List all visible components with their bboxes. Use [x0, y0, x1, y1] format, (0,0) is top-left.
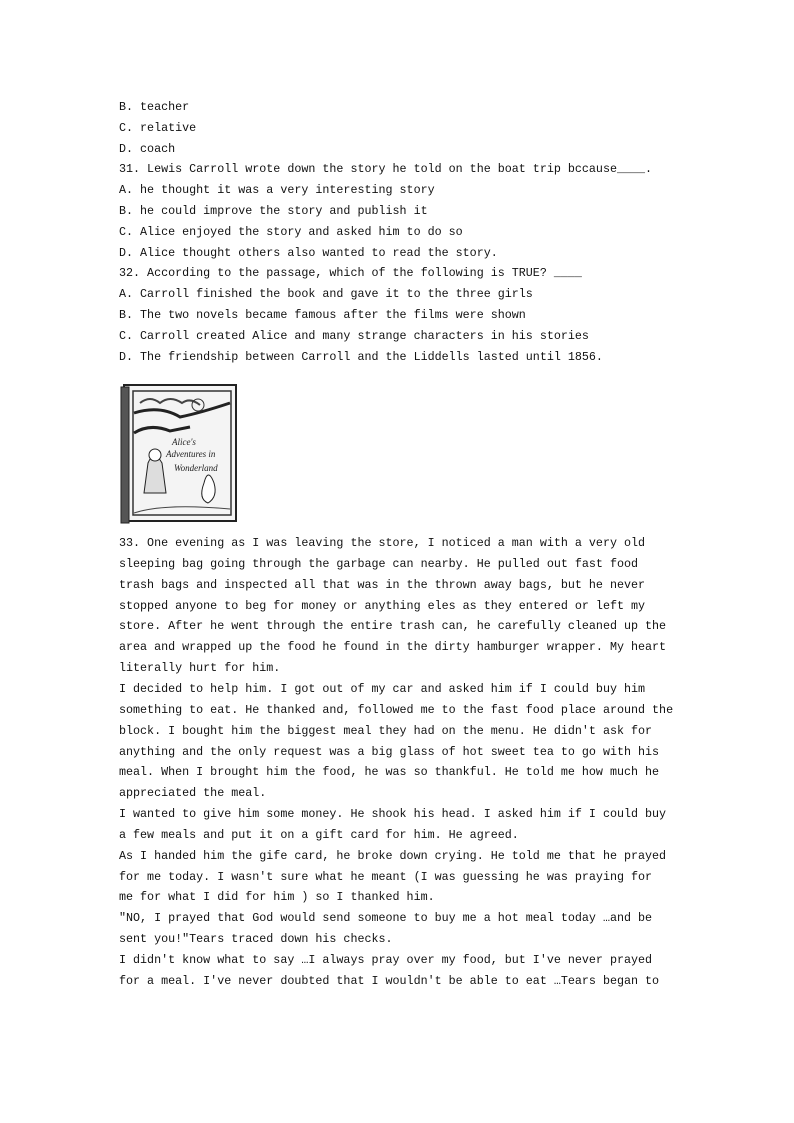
passage-line: meal. When I brought him the food, he was so thankful. He told me how much he — [119, 765, 660, 780]
question-line: B. he could improve the story and publish it — [119, 204, 428, 218]
passage-line: anything and the only request was a big glass of hot sweet tea to go with his — [119, 744, 660, 759]
passage-line: sleeping bag going through the garbage can nearby. He pulled out fast food — [119, 556, 639, 571]
svg-text:Alice's: Alice's — [172, 437, 196, 447]
alice-book-illustration — [120, 383, 240, 525]
question-line: D. coach — [119, 141, 176, 156]
passage-line: block. I bought him the biggest meal they had on the menu. He didn't ask for — [119, 723, 653, 738]
passage-line: As I handed him the gife card, he broke down crying. He told me that he prayed — [119, 848, 667, 863]
question-line: A. he thought it was a very interesting story — [119, 183, 435, 198]
passage-line: for me today. I wasn't sure what he meant (I was guessing he was praying for — [119, 869, 653, 884]
question-line: C. Carroll created Alice and many strange characters in his stories — [119, 328, 589, 343]
svg-text:Adventures in: Adventures in — [166, 449, 216, 459]
question-line: B. The two novels became famous after the films were shown — [119, 308, 526, 322]
question-line: D. Alice thought others also wanted to read the story. — [119, 245, 498, 260]
passage-line: for a meal. I've never doubted that I wouldn't be able to eat …Tears began to — [119, 973, 660, 988]
question-line: C. relative — [119, 120, 197, 135]
passage-line: "NO, I prayed that God would send someone to buy me a hot meal today …and be — [119, 911, 653, 926]
question-line: C. Alice enjoyed the story and asked him to do so — [119, 224, 463, 239]
passage-line: me for what I did for him ) so I thanked him. — [119, 890, 435, 905]
passage-line: 33. One evening as I was leaving the store, I noticed a man with a very old — [119, 536, 646, 550]
passage-line: area and wrapped up the food he found in the dirty hamburger wrapper. My heart — [119, 640, 667, 655]
passage-line: trash bags and inspected all that was in the thrown away bags, but he never — [119, 577, 646, 592]
book-cover-image — [120, 383, 240, 525]
passage-line: I wanted to give him some money. He shook his head. I asked him if I could buy — [119, 807, 667, 822]
passage-line: appreciated the meal. — [119, 786, 267, 801]
passage-line: I decided to help him. I got out of my car and asked him if I could buy him — [119, 681, 646, 696]
passage-line: literally hurt for him. — [119, 661, 281, 676]
question-line: D. The friendship between Carroll and the Liddells lasted until 1856. — [119, 349, 603, 364]
question-line: A. Carroll finished the book and gave it to the three girls — [119, 287, 533, 302]
passage-line: store. After he went through the entire trash can, he carefully cleaned up the — [119, 619, 667, 634]
passage-line: I didn't know what to say …I always pray over my food, but I've never prayed — [119, 953, 653, 967]
question-line: 32. According to the passage, which of the following is TRUE? ____ — [119, 266, 582, 281]
svg-text:Wonderland: Wonderland — [174, 463, 218, 473]
passage-line: sent you!"Tears traced down his checks. — [119, 932, 393, 947]
passage-line: stopped anyone to beg for money or anything eles as they entered or left my — [119, 598, 646, 613]
question-line: B. teacher — [119, 100, 190, 114]
question-line: 31. Lewis Carroll wrote down the story he told on the boat trip bccause____. — [119, 162, 653, 177]
passage-line: a few meals and put it on a gift card for him. He agreed. — [119, 827, 519, 842]
passage-line: something to eat. He thanked and, followed me to the fast food place around the — [119, 702, 674, 717]
